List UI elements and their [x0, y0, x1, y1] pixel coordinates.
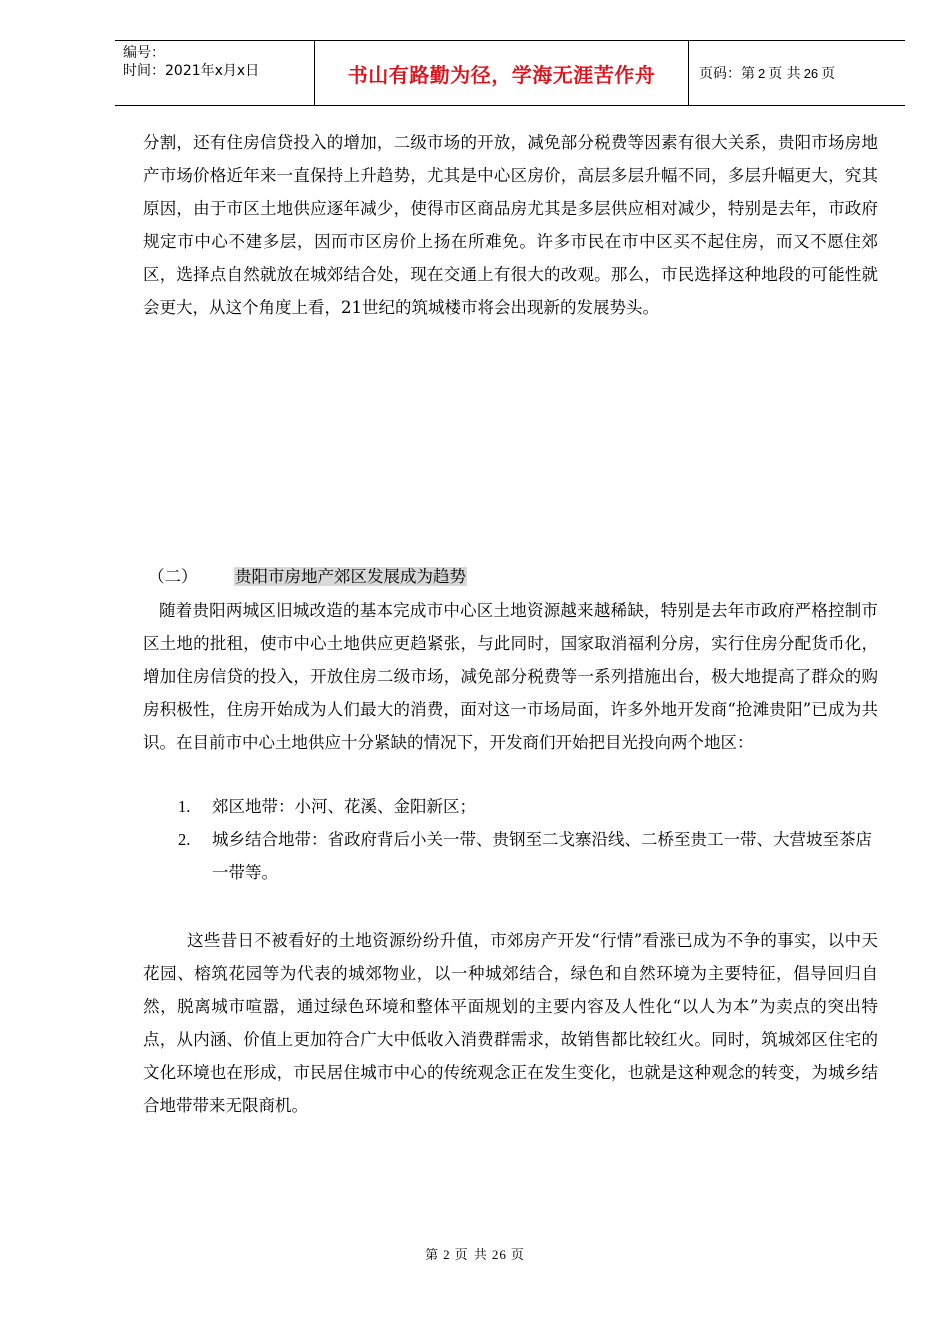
body-paragraph-1: 分割，还有住房信贷投入的增加，二级市场的开放，减免部分税费等因素有很大关系，贵阳市场房地产市场价格近年来一直保持上升趋势，尤其是中心区房价，高层多层升幅不同，多层升幅更大，究其原因，由于市区土地供应逐年减少，使得市区商品房尤其是多层供应相对减少，特别是去年，市政府规定市中心不建多层，因而市区房价上扬在所难免。许多市民在市中区买不起住房，而又不愿住郊区，选择点自然就放在城郊结合处，现在交通上有很大的改观。那么，市民选择这种地段的可能性就会更大，从这个角度上看，21世纪的筑城楼市将会出现新的发展势头。 — [143, 133, 878, 317]
header-motto: 书山有路勤为径，学海无涯苦作舟 — [315, 41, 689, 105]
page-mid: 页 共 — [768, 66, 801, 82]
page-prefix: 页码：第 — [699, 66, 755, 82]
list-item — [178, 823, 878, 889]
list-item-text: 郊区地带：小河、花溪、金阳新区； — [212, 797, 476, 816]
footer-total: 26 — [491, 1247, 507, 1262]
header-meta — [115, 41, 315, 105]
section-heading-text: 贵阳市房地产郊区发展成为趋势 — [235, 567, 466, 586]
list-item-number: 1. — [178, 797, 191, 816]
footer-mid: 页 共 — [454, 1248, 488, 1263]
section-heading-marker: （二） — [148, 567, 198, 586]
list-item-text: 城乡结合地带：省政府背后小关一带、贵钢至二戈寨沿线、二桥至贵工一带、大营坡至茶店一带等。 — [212, 830, 872, 882]
page-footer — [0, 1244, 950, 1263]
body-paragraph-3: 这些昔日不被看好的土地资源纷纷升值，市郊房产开发“行情”看涨已成为不争的事实，以中天花园、榕筑花园等为代表的城郊物业，以一种城郊结合，绿色和自然环境为主要特征，倡导回归自然，脱离城市喧嚣，通过绿色环境和整体平面规划的主要内容及人性化“以人为本”为卖点的突出特点，从内涵、价值上更加符合广大中低收入消费群需求，故销售都比较红火。同时，筑城郊区住宅的文化环境也在形成，市民居住城市中心的传统观念正在发生变化，也就是这种观念的转变，为城乡结合地带带来无限商机。 — [143, 931, 878, 1115]
serial-number-label: 编号： — [123, 45, 165, 61]
header-page-number — [689, 41, 905, 105]
page-header — [115, 40, 905, 106]
footer-current: 2 — [443, 1247, 451, 1262]
list-item — [178, 790, 878, 823]
body-paragraph-2: 随着贵阳两城区旧城改造的基本完成市中心区土地资源越来越稀缺，特别是去年市政府严格控制市区土地的批租，使市中心土地供应更趋紧张，与此同时，国家取消福利分房，实行住房分配货币化，增加住房信贷的投入，开放住房二级市场，减免部分税费等一系列措施出台，极大地提高了群众的购房积极性，住房开始成为人们最大的消费，面对这一市场局面，许多外地开发商“抢滩贵阳”已成为共识。在目前市中心土地供应十分紧缺的情况下，开发商们开始把目光投向两个地区： — [143, 601, 878, 752]
footer-prefix: 第 — [425, 1248, 440, 1263]
footer-suffix: 页 — [510, 1248, 525, 1263]
page-total: 26 — [803, 65, 819, 81]
page-current: 2 — [758, 65, 766, 81]
page-suffix: 页 — [821, 66, 836, 82]
time-label: 时间：2021年x月x日 — [123, 63, 260, 79]
list-item-number: 2. — [178, 830, 191, 849]
section-heading — [148, 560, 467, 593]
